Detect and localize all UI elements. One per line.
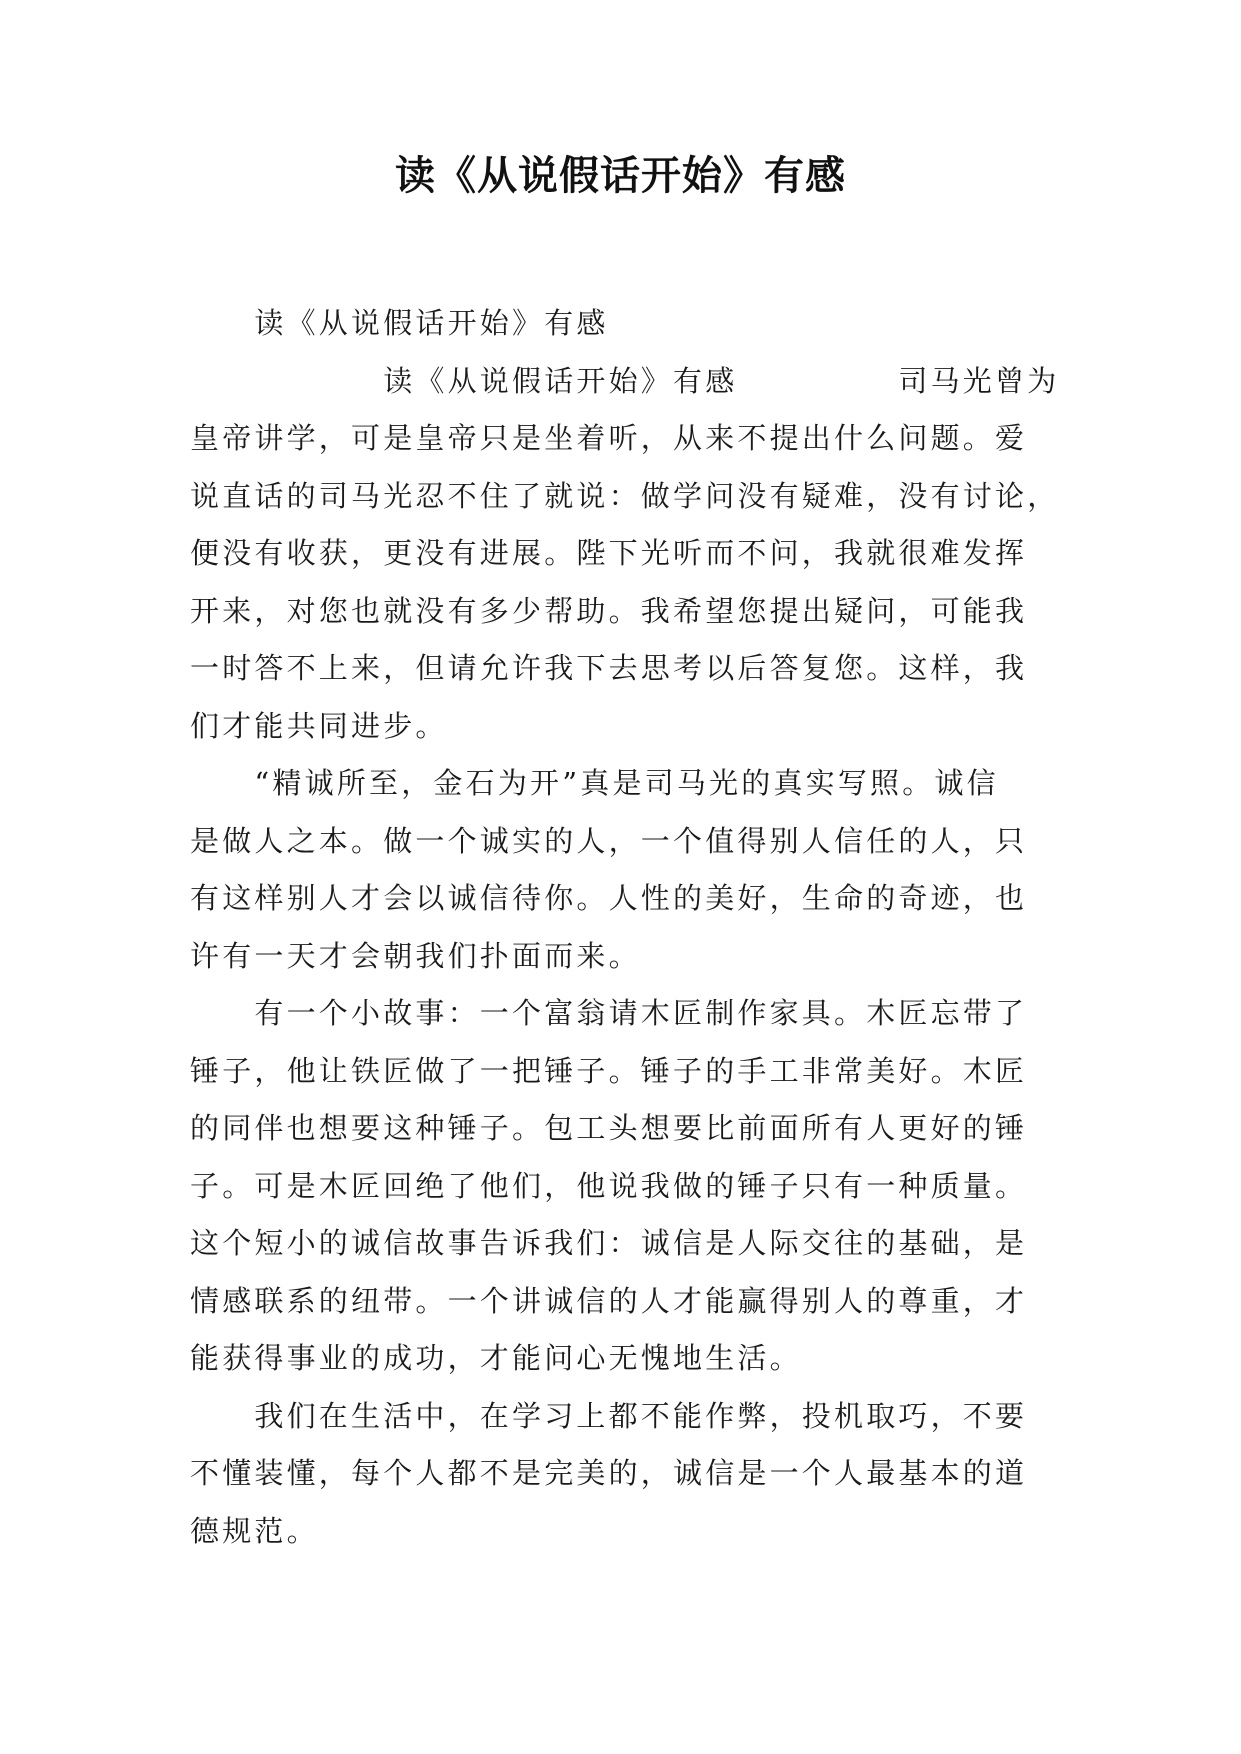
text-line: 读《从说假话开始》有感 bbox=[190, 306, 609, 340]
text-line: 这个短小的诚信故事告诉我们：诚信是人际交往的基础，是 bbox=[190, 1226, 1028, 1260]
text-line: 锤子，他让铁匠做了一把锤子。锤子的手工非常美好。木匠 bbox=[190, 1053, 1028, 1088]
text-line: 德规范。 bbox=[190, 1513, 319, 1548]
text-line: 皇帝讲学，可是皇帝只是坐着听，从来不提出什么问题。爱 bbox=[190, 421, 1028, 455]
text-line: 的同伴也想要这种锤子。包工头想要比前面所有人更好的锤 bbox=[190, 1111, 1028, 1145]
text-line: 情感联系的纽带。一个讲诚信的人才能赢得别人的尊重，才 bbox=[190, 1283, 1028, 1318]
text-line: 便没有收获，更没有进展。陛下光听而不问，我就很难发挥 bbox=[190, 536, 1028, 570]
text-line: 能获得事业的成功，才能问心无愧地生活。 bbox=[190, 1341, 802, 1375]
text-line: 有一个小故事：一个富翁请木匠制作家具。木匠忘带了 bbox=[190, 996, 1028, 1030]
text-line: 许有一天才会朝我们扑面而来。 bbox=[190, 938, 641, 973]
document-title: 读《从说假话开始》有感 bbox=[395, 153, 846, 199]
text-line: 我们在生活中，在学习上都不能作弊，投机取巧，不要 bbox=[190, 1398, 1028, 1433]
text-line: 子。可是木匠回绝了他们，他说我做的锤子只有一种质量。 bbox=[190, 1168, 1028, 1203]
text-line: “精诚所至，金石为开”真是司马光的真实写照。诚信 bbox=[190, 766, 999, 800]
text-line: 说直话的司马光忍不住了就说：做学问没有疑难，没有讨论， bbox=[190, 478, 1060, 513]
text-line: 有这样别人才会以诚信待你。人性的美好，生命的奇迹，也 bbox=[190, 881, 1028, 915]
text-line: 一时答不上来，但请允许我下去思考以后答复您。这样，我 bbox=[190, 651, 1028, 685]
text-line: 读《从说假话开始》有感 司马光曾为 bbox=[190, 363, 1060, 398]
text-line: 不懂装懂，每个人都不是完美的，诚信是一个人最基本的道 bbox=[190, 1456, 1028, 1490]
text-line: 开来，对您也就没有多少帮助。我希望您提出疑问，可能我 bbox=[190, 593, 1028, 628]
text-line: 们才能共同进步。 bbox=[190, 708, 448, 743]
document-body bbox=[190, 295, 1060, 1560]
text-line: 是做人之本。做一个诚实的人，一个值得别人信任的人，只 bbox=[190, 823, 1028, 858]
